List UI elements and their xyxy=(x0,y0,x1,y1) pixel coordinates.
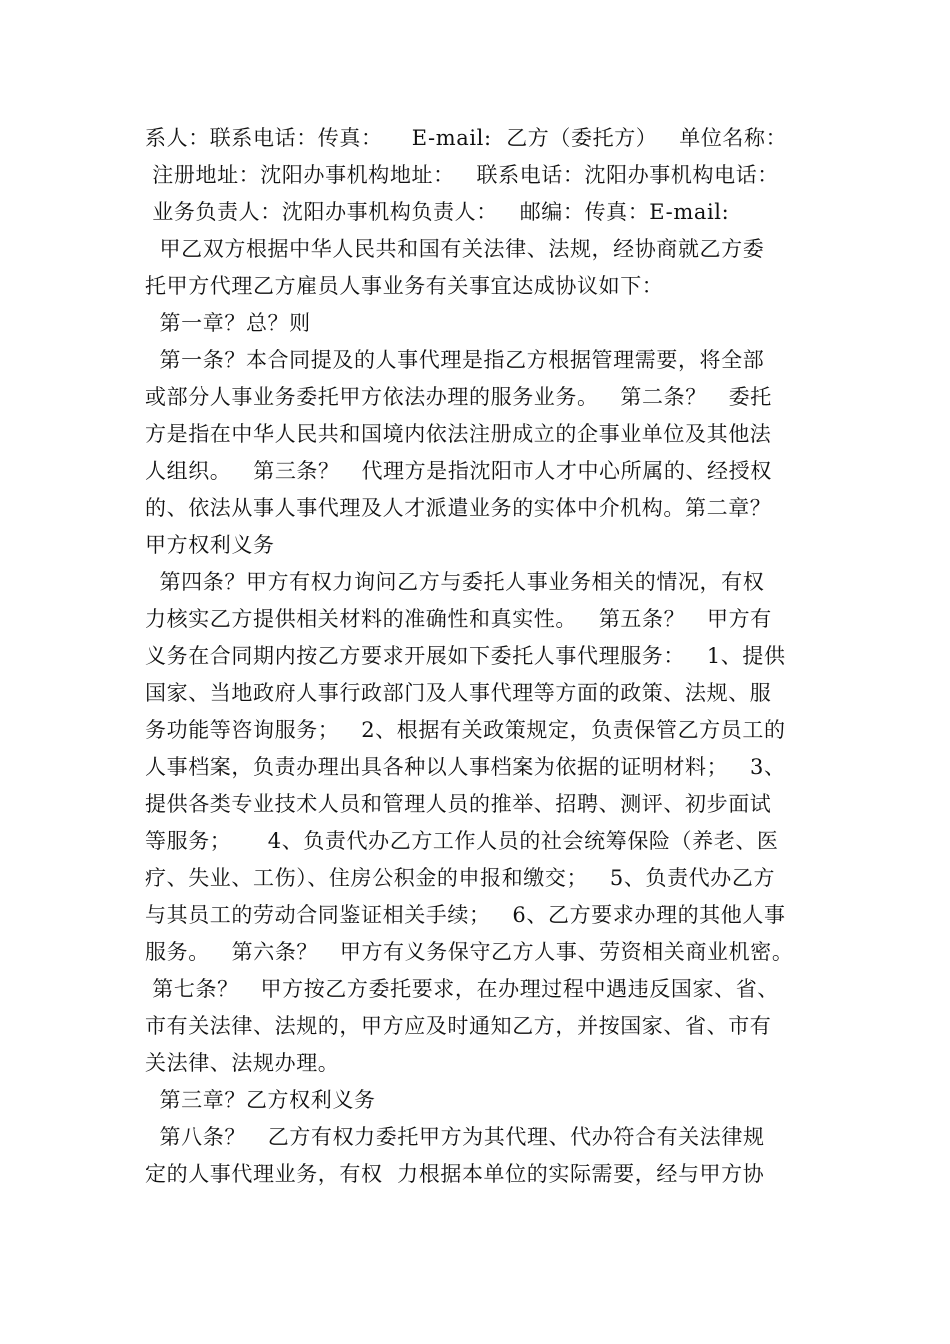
text-line: 的、依法从事人事代理及人才派遣业务的实体中介机构。第二章？ xyxy=(145,496,772,520)
text-line: 业务负责人：沈阳办事机构负责人： 邮编：传真：E-mail: xyxy=(145,200,730,224)
text-line: 力核实乙方提供相关材料的准确性和真实性。 第五条？ 甲方有 xyxy=(145,607,772,631)
text-line: 第一条？本合同提及的人事代理是指乙方根据管理需要，将全部 xyxy=(145,348,765,372)
text-line: 注册地址：沈阳办事机构地址： 联系电话：沈阳办事机构电话： xyxy=(145,163,779,187)
text-line: 提供各类专业技术人员和管理人员的推举、招聘、测评、初步面试 xyxy=(145,792,772,816)
text-line: 国家、当地政府人事行政部门及人事代理等方面的政策、法规、服 xyxy=(145,681,772,705)
text-line: 等服务； 4、负责代办乙方工作人员的社会统筹保险（养老、医 xyxy=(145,829,779,853)
text-line: 关法律、法规办理。 xyxy=(145,1051,340,1075)
text-line: 甲乙双方根据中华人民共和国有关法律、法规，经协商就乙方委 xyxy=(145,237,765,261)
text-line: 系人：联系电话：传真： E-mail: 乙方（委托方） 单位名称： xyxy=(145,126,788,150)
chapter-heading: 第一章？总？则 xyxy=(145,311,311,335)
text-line: 人事档案，负责办理出具各种以人事档案为依据的证明材料； 3、 xyxy=(145,755,786,779)
chapter-heading: 甲方权利义务 xyxy=(145,533,275,557)
text-line: 第八条？ 乙方有权力委托甲方为其代理、代办符合有关法律规 xyxy=(145,1125,765,1149)
text-line: 与其员工的劳动合同鉴证相关手续； 6、乙方要求办理的其他人事 xyxy=(145,903,786,927)
text-line: 或部分人事业务委托甲方依法办理的服务业务。 第二条？ 委托 xyxy=(145,385,772,409)
text-line: 人组织。 第三条？ 代理方是指沈阳市人才中心所属的、经授权 xyxy=(145,459,772,483)
chapter-heading: 第三章？乙方权利义务 xyxy=(145,1088,376,1112)
text-line: 务功能等咨询服务； 2、根据有关政策规定，负责保管乙方员工的 xyxy=(145,718,786,742)
text-line: 服务。 第六条？ 甲方有义务保守乙方人事、劳资相关商业机密。 xyxy=(145,940,794,964)
text-line: 第七条？ 甲方按乙方委托要求，在办理过程中遇违反国家、省、 xyxy=(145,977,779,1001)
text-line: 市有关法律、法规的，甲方应及时通知乙方，并按国家、省、市有 xyxy=(145,1014,772,1038)
text-line: 第四条？甲方有权力询问乙方与委托人事业务相关的情况，有权 xyxy=(145,570,765,594)
text-line: 疗、失业、工伤）、住房公积金的申报和缴交； 5、负责代办乙方 xyxy=(145,866,776,890)
text-line: 定的人事代理业务，有权 力根据本单位的实际需要，经与甲方协 xyxy=(145,1162,765,1186)
text-line: 方是指在中华人民共和国境内依法注册成立的企事业单位及其他法 xyxy=(145,422,772,446)
text-line: 托甲方代理乙方雇员人事业务有关事宜达成协议如下： xyxy=(145,274,664,298)
text-line: 义务在合同期内按乙方要求开展如下委托人事代理服务： 1、提供 xyxy=(145,644,786,668)
